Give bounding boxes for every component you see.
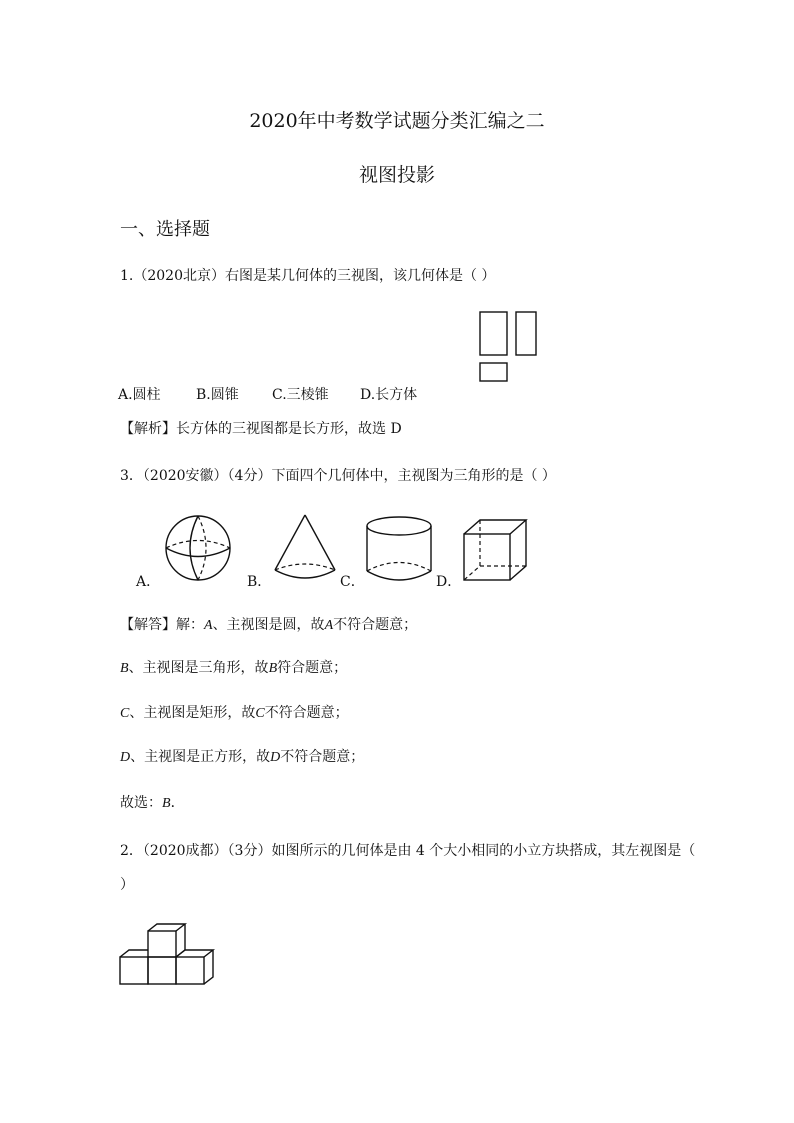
q3-answer-line-b	[120, 657, 347, 677]
answer-text-c: 、主视图是矩形，故	[129, 705, 256, 721]
question-1-stem: 1.（2020北京）右图是某几何体的三视图，该几何体是（ ）	[120, 268, 496, 284]
conclusion-var: B	[162, 796, 171, 811]
conclusion-text: 故选：	[120, 795, 162, 811]
question-2-stem-line2: ）	[120, 877, 134, 893]
answer-var-c2: C	[255, 706, 265, 721]
side-view-rect	[516, 312, 536, 355]
conclusion-end: ．	[170, 795, 185, 811]
answer-text-b: 、主视图是三角形，故	[128, 660, 269, 676]
cylinder-icon	[364, 516, 434, 584]
answer-var-d: D	[120, 750, 131, 765]
question-3-stem: 3．（2020安徽）（4分）下面四个几何体中，主视图为三角形的是（ ）	[120, 468, 556, 484]
q3-label-d: D．	[436, 574, 462, 590]
answer-text-b2: 符合题意；	[277, 660, 348, 676]
cube-icon	[462, 518, 528, 582]
answer-text-a: 、主视图是圆，故	[212, 617, 325, 633]
section-heading: 一、选择题	[120, 219, 210, 240]
answer-var-a2: A	[324, 618, 334, 633]
q3-conclusion	[120, 792, 185, 812]
q3-answer-line-d	[120, 746, 364, 766]
question-2-stem-line1: 2．（2020成都）（3分）如图所示的几何体是由 4 个大小相同的小立方块搭成，其左视图是（	[120, 843, 696, 859]
three-view-figure	[478, 311, 540, 385]
q3-label-c: C．	[340, 574, 365, 590]
answer-text-d2: 不符合题意；	[280, 749, 365, 765]
q1-option-b: B.圆锥	[196, 387, 239, 403]
q3-answer-line-c	[120, 702, 349, 722]
q1-analysis: 【解析】长方体的三视图都是长方形，故选 D	[120, 421, 402, 437]
answer-text-c2: 不符合题意；	[264, 705, 349, 721]
answer-var-d2: D	[270, 750, 281, 765]
answer-var-a: A	[204, 618, 213, 633]
q1-option-c: C.三棱锥	[272, 387, 329, 403]
q1-option-a: A.圆柱	[118, 387, 161, 403]
answer-var-c: C	[120, 706, 130, 721]
q3-label-a: A．	[136, 574, 161, 590]
stacked-cubes-figure	[118, 922, 218, 988]
page-title: 2020年中考数学试题分类汇编之二	[249, 110, 545, 132]
cone-icon	[272, 513, 338, 583]
answer-text-d: 、主视图是正方形，故	[130, 749, 271, 765]
front-view-rect	[480, 312, 507, 355]
sphere-icon	[160, 513, 236, 583]
q3-answer-line-a	[120, 614, 417, 634]
answer-var-b2: B	[268, 661, 278, 676]
answer-text-a2: 不符合题意；	[333, 617, 418, 633]
q3-label-b: B．	[247, 574, 272, 590]
page-subtitle: 视图投影	[358, 164, 435, 186]
answer-prefix: 【解答】解：	[120, 617, 204, 633]
q1-option-d: D.长方体	[360, 387, 418, 403]
answer-var-b: B	[120, 661, 129, 676]
top-view-rect	[480, 363, 507, 381]
